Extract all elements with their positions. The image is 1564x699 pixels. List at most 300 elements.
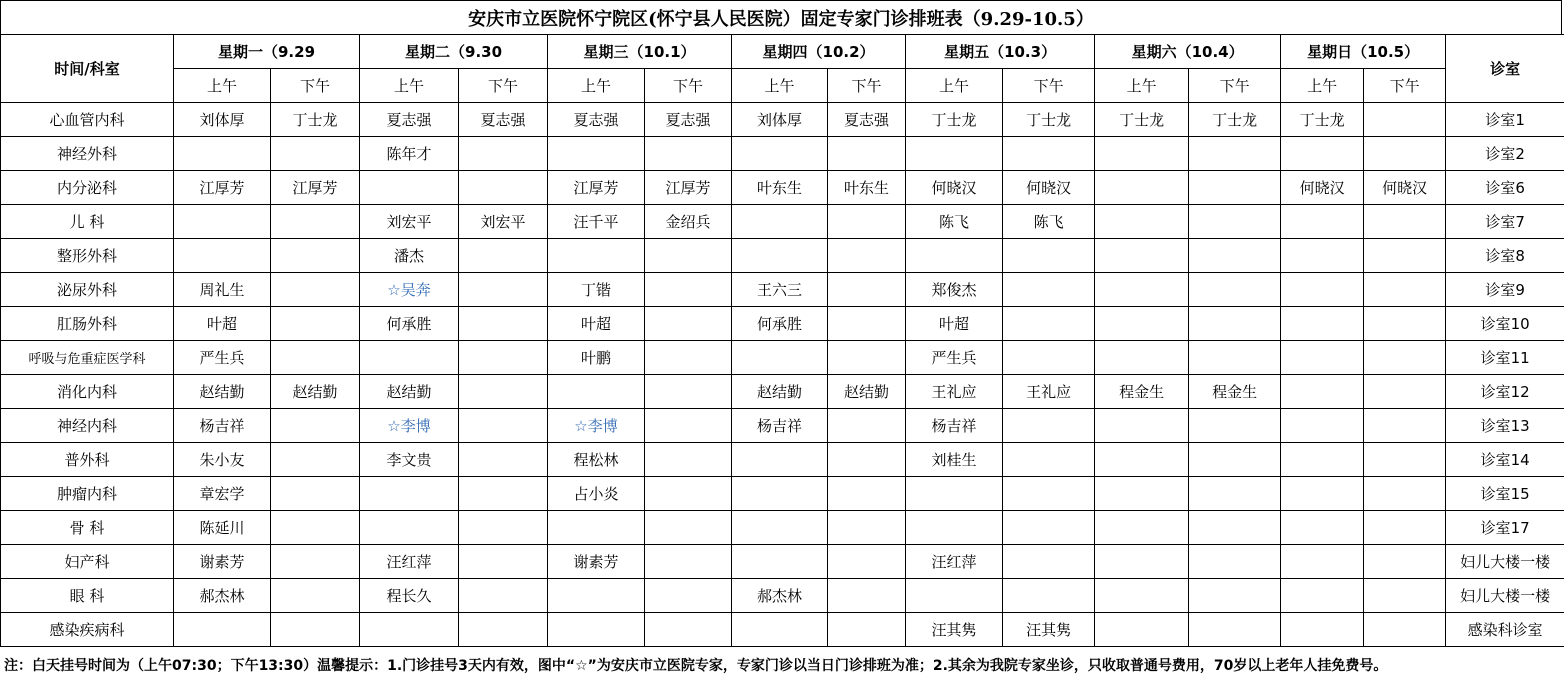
doctor-cell [645,409,732,443]
doctor-cell: 程金生 [1189,375,1281,409]
footer-note: 注：白天挂号时间为（上午07:30；下午13:30）温馨提示：1.门诊挂号3天内有效，图中“☆”为安庆市立医院专家，专家门诊以当日门诊排班为准；2.其余为我院专家坐诊，只收取普通号费用，70岁以上老年人挂免费号。 [4,658,1388,674]
doctor-cell [1003,273,1095,307]
doctor-cell [906,579,1003,613]
doctor-cell [645,375,732,409]
doctor-cell [1189,443,1281,477]
doctor-cell [732,239,828,273]
doctor-cell: 夏志强 [828,103,906,137]
doctor-cell [906,511,1003,545]
morning-header: 上午 [1095,69,1189,103]
doctor-cell [1364,409,1446,443]
afternoon-header: 下午 [271,69,360,103]
room-cell: 妇儿大楼一楼 [1446,579,1564,613]
doctor-cell [828,341,906,375]
doctor-cell: 叶超 [174,307,271,341]
room-cell: 诊室1 [1446,103,1564,137]
table-row [1,375,1564,409]
morning-header: 上午 [360,69,459,103]
room-cell: 诊室8 [1446,239,1564,273]
department-cell: 呼吸与危重症医学科 [1,341,174,375]
doctor-cell [1095,273,1189,307]
doctor-cell [1095,511,1189,545]
doctor-cell [271,239,360,273]
doctor-cell [459,137,548,171]
morning-header: 上午 [1281,69,1364,103]
doctor-cell [459,409,548,443]
schedule-body [1,103,1564,647]
doctor-cell: 汪其隽 [906,613,1003,647]
doctor-cell [1281,409,1364,443]
doctor-cell [1281,579,1364,613]
doctor-cell [1364,579,1446,613]
doctor-cell [271,205,360,239]
doctor-cell [1095,239,1189,273]
doctor-cell [1095,341,1189,375]
department-cell: 神经内科 [1,409,174,443]
afternoon-header: 下午 [1003,69,1095,103]
doctor-cell [271,477,360,511]
room-cell: 诊室9 [1446,273,1564,307]
table-row [1,409,1564,443]
doctor-cell [1364,103,1446,137]
doctor-cell [1189,477,1281,511]
room-cell: 感染科诊室 [1446,613,1564,647]
day-header-tue: 星期二（9.30 [360,35,548,69]
doctor-cell [645,579,732,613]
doctor-cell [1189,239,1281,273]
doctor-cell [1189,579,1281,613]
day-header-thu: 星期四（10.2） [732,35,906,69]
doctor-cell [1003,239,1095,273]
day-header-wed: 星期三（10.1） [548,35,732,69]
doctor-cell: 杨吉祥 [732,409,828,443]
doctor-cell [459,545,548,579]
room-cell: 诊室7 [1446,205,1564,239]
doctor-cell [1281,477,1364,511]
doctor-cell [645,545,732,579]
doctor-cell: 何晓汉 [1003,171,1095,205]
doctor-cell: 何承胜 [360,307,459,341]
afternoon-header: 下午 [459,69,548,103]
sheet-title: 安庆市立医院怀宁院区(怀宁县人民医院）固定专家门诊排班表（9.29-10.5） [0,0,1562,34]
doctor-cell [360,613,459,647]
doctor-cell [1095,613,1189,647]
doctor-cell: 朱小友 [174,443,271,477]
doctor-cell [732,341,828,375]
doctor-cell: 王礼应 [1003,375,1095,409]
doctor-cell [1281,545,1364,579]
doctor-cell: 丁士龙 [1281,103,1364,137]
doctor-cell: 严生兵 [906,341,1003,375]
doctor-cell [1364,205,1446,239]
doctor-cell [645,511,732,545]
morning-header: 上午 [906,69,1003,103]
doctor-cell [828,205,906,239]
doctor-cell: 丁士龙 [1189,103,1281,137]
doctor-cell [548,137,645,171]
doctor-cell: 刘体厚 [174,103,271,137]
doctor-cell: 刘宏平 [459,205,548,239]
doctor-cell: 何晓汉 [1281,171,1364,205]
doctor-cell: ☆李博 [360,409,459,443]
department-cell: 普外科 [1,443,174,477]
doctor-cell [732,137,828,171]
doctor-cell [1189,307,1281,341]
table-row [1,545,1564,579]
doctor-cell: 赵结勤 [174,375,271,409]
doctor-cell [645,443,732,477]
doctor-cell: 刘宏平 [360,205,459,239]
doctor-cell: 郝杰林 [732,579,828,613]
doctor-cell: 陈飞 [1003,205,1095,239]
room-cell: 诊室15 [1446,477,1564,511]
doctor-cell [645,137,732,171]
table-row [1,579,1564,613]
doctor-cell [1189,341,1281,375]
doctor-cell: 叶超 [906,307,1003,341]
doctor-cell [271,443,360,477]
doctor-cell [645,307,732,341]
morning-header: 上午 [548,69,645,103]
doctor-cell: 何晓汉 [1364,171,1446,205]
doctor-cell [1364,375,1446,409]
doctor-cell: 赵结勤 [271,375,360,409]
doctor-cell [828,477,906,511]
table-row [1,443,1564,477]
doctor-cell: 占小炎 [548,477,645,511]
doctor-cell [271,341,360,375]
doctor-cell: 丁士龙 [271,103,360,137]
room-cell: 诊室14 [1446,443,1564,477]
doctor-cell [1364,511,1446,545]
afternoon-header: 下午 [1364,69,1446,103]
doctor-cell [1095,205,1189,239]
doctor-cell [271,613,360,647]
afternoon-header: 下午 [828,69,906,103]
doctor-cell [1189,613,1281,647]
table-row [1,341,1564,375]
table-row [1,137,1564,171]
doctor-cell: 叶超 [548,307,645,341]
doctor-cell [1281,273,1364,307]
doctor-cell [732,545,828,579]
doctor-cell [1189,409,1281,443]
doctor-cell [828,137,906,171]
doctor-cell [1095,171,1189,205]
doctor-cell [459,171,548,205]
department-cell: 儿 科 [1,205,174,239]
table-row [1,239,1564,273]
doctor-cell [459,511,548,545]
doctor-cell [548,613,645,647]
doctor-cell: 汪千平 [548,205,645,239]
doctor-cell [548,375,645,409]
doctor-cell [828,273,906,307]
doctor-cell [271,579,360,613]
doctor-cell [1364,545,1446,579]
doctor-cell: 潘杰 [360,239,459,273]
doctor-cell [1281,341,1364,375]
doctor-cell [271,511,360,545]
doctor-cell [1003,341,1095,375]
doctor-cell [1003,409,1095,443]
doctor-cell [1364,239,1446,273]
doctor-cell [1003,307,1095,341]
department-cell: 感染疾病科 [1,613,174,647]
doctor-cell [174,239,271,273]
doctor-cell: 谢素芳 [174,545,271,579]
doctor-cell: 郑俊杰 [906,273,1003,307]
doctor-cell [1189,137,1281,171]
doctor-cell [1281,613,1364,647]
department-cell: 眼 科 [1,579,174,613]
doctor-cell [459,477,548,511]
doctor-cell: 何晓汉 [906,171,1003,205]
doctor-cell: 赵结勤 [732,375,828,409]
doctor-cell: 丁士龙 [1003,103,1095,137]
doctor-cell: 谢素芳 [548,545,645,579]
doctor-cell [1095,409,1189,443]
morning-header: 上午 [732,69,828,103]
doctor-cell: 刘体厚 [732,103,828,137]
doctor-cell: 夏志强 [360,103,459,137]
doctor-cell [548,579,645,613]
doctor-cell [1281,239,1364,273]
doctor-cell [459,443,548,477]
department-cell: 肿瘤内科 [1,477,174,511]
doctor-cell [1281,375,1364,409]
department-cell: 内分泌科 [1,171,174,205]
doctor-cell: 赵结勤 [360,375,459,409]
table-row [1,511,1564,545]
room-cell: 诊室11 [1446,341,1564,375]
doctor-cell [459,307,548,341]
doctor-cell [645,613,732,647]
schedule-table [0,34,1564,647]
doctor-cell: 叶东生 [732,171,828,205]
doctor-cell [1189,511,1281,545]
doctor-cell [271,273,360,307]
table-row [1,205,1564,239]
doctor-cell: 汪红萍 [906,545,1003,579]
doctor-cell [1189,273,1281,307]
department-cell: 泌尿外科 [1,273,174,307]
doctor-cell: 夏志强 [645,103,732,137]
doctor-cell [828,443,906,477]
doctor-cell [1003,137,1095,171]
doctor-cell: 江厚芳 [271,171,360,205]
table-row [1,103,1564,137]
doctor-cell [1095,307,1189,341]
doctor-cell [548,511,645,545]
doctor-cell [271,307,360,341]
doctor-cell [906,477,1003,511]
doctor-cell [1364,137,1446,171]
day-header-sun: 星期日（10.5） [1281,35,1446,69]
doctor-cell [732,511,828,545]
room-cell: 妇儿大楼一楼 [1446,545,1564,579]
doctor-cell: 王礼应 [906,375,1003,409]
doctor-cell: 叶鹏 [548,341,645,375]
doctor-cell: 刘桂生 [906,443,1003,477]
doctor-cell [1281,307,1364,341]
table-row [1,273,1564,307]
day-header-sat: 星期六（10.4） [1095,35,1281,69]
doctor-cell [1189,171,1281,205]
doctor-cell: 陈飞 [906,205,1003,239]
doctor-cell [828,307,906,341]
doctor-cell: 何承胜 [732,307,828,341]
doctor-cell: 江厚芳 [548,171,645,205]
doctor-cell [1364,307,1446,341]
doctor-cell: 杨吉祥 [906,409,1003,443]
doctor-cell [645,239,732,273]
doctor-cell: 程松林 [548,443,645,477]
department-cell: 神经外科 [1,137,174,171]
doctor-cell [645,477,732,511]
doctor-cell: 程金生 [1095,375,1189,409]
department-cell: 心血管内科 [1,103,174,137]
doctor-cell [1003,511,1095,545]
department-cell: 肛肠外科 [1,307,174,341]
doctor-cell [1189,545,1281,579]
doctor-cell [271,409,360,443]
day-header-fri: 星期五（10.3） [906,35,1095,69]
doctor-cell [459,341,548,375]
doctor-cell [1281,511,1364,545]
table-row [1,171,1564,205]
doctor-cell [360,341,459,375]
doctor-cell [1003,477,1095,511]
doctor-cell: 汪红萍 [360,545,459,579]
doctor-cell [1003,579,1095,613]
doctor-cell [459,239,548,273]
doctor-cell [459,375,548,409]
doctor-cell [645,341,732,375]
corner-header: 时间/科室 [1,35,174,103]
doctor-cell [1364,443,1446,477]
doctor-cell [828,409,906,443]
doctor-cell: ☆吴奔 [360,273,459,307]
doctor-cell: 杨吉祥 [174,409,271,443]
doctor-cell [732,205,828,239]
doctor-cell [732,613,828,647]
morning-header: 上午 [174,69,271,103]
doctor-cell [1095,477,1189,511]
doctor-cell [360,171,459,205]
room-cell: 诊室13 [1446,409,1564,443]
doctor-cell [1095,579,1189,613]
doctor-cell: 金绍兵 [645,205,732,239]
doctor-cell [1095,137,1189,171]
doctor-cell: 李文贵 [360,443,459,477]
half-day-header-row [1,69,1564,103]
doctor-cell [459,613,548,647]
doctor-cell [548,239,645,273]
doctor-cell [828,579,906,613]
doctor-cell: 汪其隽 [1003,613,1095,647]
doctor-cell [271,545,360,579]
doctor-cell: 夏志强 [459,103,548,137]
department-cell: 整形外科 [1,239,174,273]
doctor-cell [459,579,548,613]
doctor-cell: 周礼生 [174,273,271,307]
doctor-cell [360,477,459,511]
doctor-cell [732,477,828,511]
room-cell: 诊室10 [1446,307,1564,341]
doctor-cell [360,511,459,545]
doctor-cell: 王六三 [732,273,828,307]
table-row [1,613,1564,647]
doctor-cell: 丁锴 [548,273,645,307]
doctor-cell [1364,613,1446,647]
doctor-cell [1364,341,1446,375]
table-row [1,307,1564,341]
doctor-cell: ☆李博 [548,409,645,443]
doctor-cell [459,273,548,307]
doctor-cell [828,613,906,647]
doctor-cell [1281,137,1364,171]
room-header: 诊室 [1446,35,1564,103]
doctor-cell: 叶东生 [828,171,906,205]
doctor-cell: 严生兵 [174,341,271,375]
doctor-cell [1364,477,1446,511]
department-cell: 骨 科 [1,511,174,545]
doctor-cell [1095,545,1189,579]
doctor-cell [1364,273,1446,307]
room-cell: 诊室12 [1446,375,1564,409]
doctor-cell [174,205,271,239]
doctor-cell [1003,443,1095,477]
doctor-cell [828,511,906,545]
doctor-cell: 陈延川 [174,511,271,545]
day-header-mon: 星期一（9.29 [174,35,360,69]
doctor-cell: 夏志强 [548,103,645,137]
doctor-cell [1189,205,1281,239]
doctor-cell: 陈年才 [360,137,459,171]
department-cell: 消化内科 [1,375,174,409]
doctor-cell [174,137,271,171]
doctor-cell: 江厚芳 [645,171,732,205]
doctor-cell: 丁士龙 [906,103,1003,137]
room-cell: 诊室6 [1446,171,1564,205]
afternoon-header: 下午 [645,69,732,103]
doctor-cell [906,137,1003,171]
doctor-cell [1095,443,1189,477]
day-header-row [1,35,1564,69]
department-cell: 妇产科 [1,545,174,579]
doctor-cell [174,613,271,647]
doctor-cell: 赵结勤 [828,375,906,409]
doctor-cell: 江厚芳 [174,171,271,205]
doctor-cell [906,239,1003,273]
doctor-cell [1281,443,1364,477]
doctor-cell [1281,205,1364,239]
doctor-cell: 程长久 [360,579,459,613]
doctor-cell [828,239,906,273]
doctor-cell [1003,545,1095,579]
doctor-cell [271,137,360,171]
doctor-cell [645,273,732,307]
doctor-cell: 郝杰林 [174,579,271,613]
doctor-cell: 丁士龙 [1095,103,1189,137]
room-cell: 诊室2 [1446,137,1564,171]
doctor-cell: 章宏学 [174,477,271,511]
afternoon-header: 下午 [1189,69,1281,103]
room-cell: 诊室17 [1446,511,1564,545]
doctor-cell [732,443,828,477]
table-row [1,477,1564,511]
